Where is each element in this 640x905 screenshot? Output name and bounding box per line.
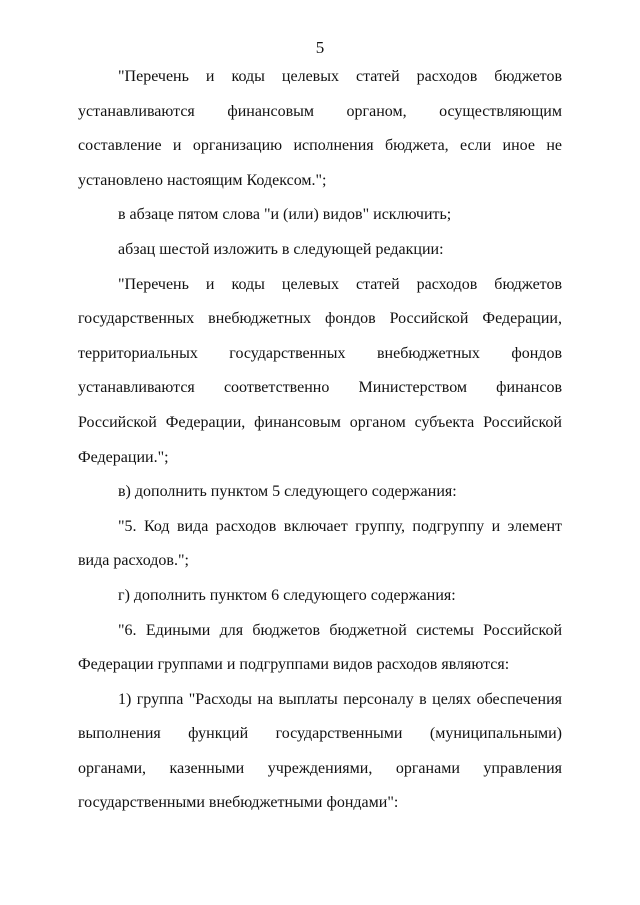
paragraph-9: 1) группа "Расходы на выплаты персоналу в целях обеспечения выполнения функций государственными (муниципальными) органами, казенными учреждениями, органами управления государственными внебюджетными фондами": bbox=[78, 690, 562, 812]
page-number: 5 bbox=[315, 38, 325, 57]
paragraph-1: "Перечень и коды целевых статей расходов бюджетов устанавливаются финансовым органом, осуществляющим составление и организацию исполнения бюджета, если иное не установлено настоящим Кодексом."; bbox=[78, 68, 562, 189]
paragraph-6: "5. Код вида расходов включает группу, подгруппу и элемент вида расходов."; bbox=[78, 517, 562, 570]
paragraph-4: "Перечень и коды целевых статей расходов бюджетов государственных внебюджетных фондов Российской Федерации, территориальных государственных внебюджетных фондов устанавливаются соответственно Министерством финансов Российской Федерации, финансовым органом субъекта Российской Федерации."; bbox=[78, 275, 562, 466]
paragraph-8: "6. Едиными для бюджетов бюджетной системы Российской Федерации группами и подгруппами видов расходов являются: bbox=[78, 621, 562, 674]
paragraph-3: абзац шестой изложить в следующей редакции: bbox=[118, 240, 444, 258]
paragraph-2: в абзаце пятом слова "и (или) видов" исключить; bbox=[118, 206, 452, 224]
document-body bbox=[78, 60, 562, 821]
paragraph-5: в) дополнить пунктом 5 следующего содержания: bbox=[118, 483, 457, 501]
paragraph-7: г) дополнить пунктом 6 следующего содержания: bbox=[118, 586, 456, 604]
